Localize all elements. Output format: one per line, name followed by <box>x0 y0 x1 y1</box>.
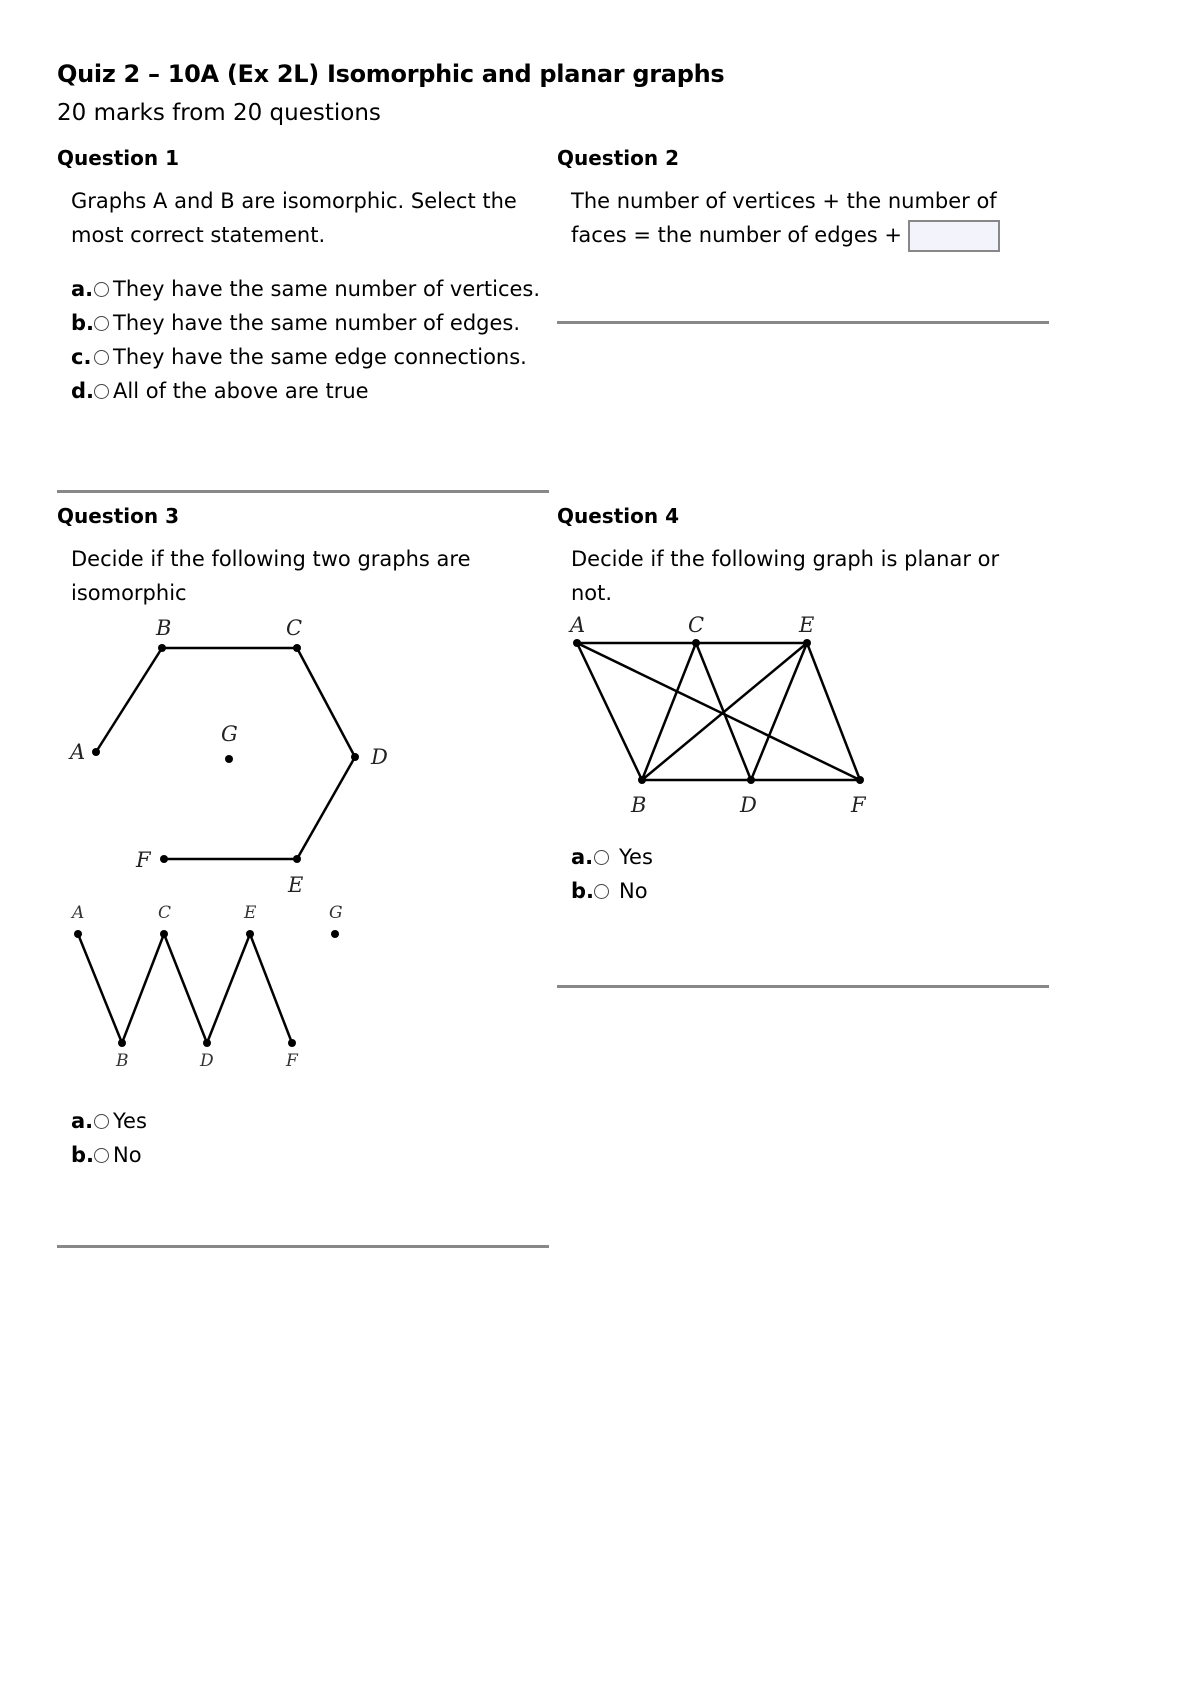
option-b[interactable] <box>71 306 547 340</box>
graph-edge <box>96 648 162 752</box>
graph-vertex <box>288 1039 296 1047</box>
option-label: Yes <box>113 1109 147 1133</box>
option-label: They have the same number of vertices. <box>113 277 541 301</box>
vertex-label: B <box>156 616 172 640</box>
graph-edge <box>642 643 807 780</box>
option-letter: c. <box>71 345 92 369</box>
option-letter: a. <box>71 1109 94 1133</box>
radio-button[interactable] <box>94 316 109 331</box>
graph-edge <box>250 934 292 1043</box>
option-letter: a. <box>71 277 94 301</box>
vertex-label: G <box>329 903 343 923</box>
vertex-label: B <box>116 1051 129 1071</box>
graph-edge <box>577 643 860 780</box>
graph-vertex <box>246 930 254 938</box>
graph-vertex <box>160 855 168 863</box>
question-text <box>71 184 547 252</box>
vertex-label: F <box>136 848 151 872</box>
answer-input[interactable] <box>908 220 1000 252</box>
question-2 <box>557 146 1057 252</box>
question-heading: Question 3 <box>57 504 179 528</box>
vertex-label: B <box>631 793 647 817</box>
vertex-label: F <box>851 793 866 817</box>
question-text-fragment: faces = the number of edges + <box>571 223 903 247</box>
question-4 <box>557 504 1057 610</box>
vertex-label: G <box>221 722 238 746</box>
question-divider <box>57 490 549 493</box>
graph-vertex <box>160 930 168 938</box>
vertex-label: E <box>244 903 257 923</box>
graph-vertex <box>692 639 700 647</box>
option-letter: b. <box>71 311 95 335</box>
question-text-line: Graphs A and B are isomorphic. Select the <box>71 189 517 213</box>
option-a[interactable] <box>71 1104 147 1138</box>
quiz-title: Quiz 2 – 10A (Ex 2L) Isomorphic and planar graphs <box>57 60 725 88</box>
graph-edge <box>78 934 122 1043</box>
option-label: They have the same edge connections. <box>113 345 527 369</box>
graph-edge <box>122 934 164 1043</box>
graph-edge <box>751 643 807 780</box>
question-text <box>571 184 1057 252</box>
question-text-line: Decide if the following two graphs are <box>71 547 471 571</box>
question-text-line-with-input <box>571 218 1057 252</box>
graph-vertex <box>158 644 166 652</box>
radio-button[interactable] <box>94 1114 109 1129</box>
question-divider <box>57 1245 549 1248</box>
option-label: All of the above are true <box>113 379 369 403</box>
graph-edge <box>207 934 250 1043</box>
radio-button[interactable] <box>94 350 109 365</box>
graph-vertex <box>803 639 811 647</box>
vertex-label: A <box>72 903 85 923</box>
option-label: They have the same number of edges. <box>113 311 521 335</box>
option-c[interactable] <box>71 340 547 374</box>
graph-edge <box>642 643 696 780</box>
option-label: No <box>619 879 648 903</box>
answer-options <box>571 840 653 908</box>
graph-figure-planar <box>565 612 885 822</box>
question-text-line: not. <box>571 581 613 605</box>
option-b[interactable] <box>571 874 653 908</box>
question-text-line: isomorphic <box>71 581 187 605</box>
graph-edge <box>577 643 642 780</box>
option-d[interactable] <box>71 374 547 408</box>
quiz-subtitle: 20 marks from 20 questions <box>57 100 381 126</box>
question-text-line: Decide if the following graph is planar or <box>571 547 1000 571</box>
graph-vertex <box>74 930 82 938</box>
vertex-label: F <box>286 1051 298 1071</box>
graph-vertex <box>351 753 359 761</box>
graph-vertex <box>92 748 100 756</box>
graph-vertex <box>573 639 581 647</box>
question-text-line: The number of vertices + the number of <box>571 189 997 213</box>
option-letter: d. <box>71 379 95 403</box>
graph-vertex <box>856 776 864 784</box>
vertex-label: E <box>799 613 815 637</box>
graph-vertex <box>225 755 233 763</box>
answer-options <box>71 272 547 408</box>
option-label: Yes <box>619 845 653 869</box>
question-heading: Question 4 <box>557 504 679 528</box>
option-label: No <box>113 1143 142 1167</box>
vertex-label: D <box>371 745 388 769</box>
question-divider <box>557 985 1049 988</box>
option-letter: b. <box>71 1143 95 1167</box>
question-3 <box>57 504 547 610</box>
question-text-line: most correct statement. <box>71 223 326 247</box>
vertex-label: C <box>688 613 705 637</box>
question-divider <box>557 321 1049 324</box>
option-a[interactable] <box>71 272 547 306</box>
question-heading: Question 2 <box>557 146 679 170</box>
vertex-label: A <box>570 613 586 637</box>
vertex-label: D <box>740 793 757 817</box>
radio-button[interactable] <box>94 1148 109 1163</box>
vertex-label: D <box>200 1051 214 1071</box>
question-1 <box>57 146 547 408</box>
answer-options <box>71 1104 147 1172</box>
graph-vertex <box>638 776 646 784</box>
question-text <box>71 542 547 610</box>
graph-vertex <box>118 1039 126 1047</box>
graph-figure-2 <box>64 902 364 1072</box>
graph-vertex <box>293 855 301 863</box>
radio-button[interactable] <box>94 384 109 399</box>
option-a[interactable] <box>571 840 653 874</box>
vertex-label: C <box>286 616 303 640</box>
radio-button[interactable] <box>594 884 609 899</box>
radio-button[interactable] <box>94 282 109 297</box>
question-text <box>571 542 1057 610</box>
vertex-label: A <box>70 740 86 764</box>
vertex-label: E <box>288 873 304 897</box>
radio-button[interactable] <box>594 850 609 865</box>
option-letter: a. <box>571 845 594 869</box>
graph-edge <box>297 757 355 859</box>
option-letter: b. <box>571 879 595 903</box>
graph-vertex <box>331 930 339 938</box>
graph-vertex <box>293 644 301 652</box>
graph-figure-1 <box>64 612 394 902</box>
option-b[interactable] <box>71 1138 147 1172</box>
graph-vertex <box>747 776 755 784</box>
graph-edge <box>297 648 355 757</box>
graph-edge <box>164 934 207 1043</box>
question-heading: Question 1 <box>57 146 179 170</box>
graph-vertex <box>203 1039 211 1047</box>
vertex-label: C <box>158 903 172 923</box>
